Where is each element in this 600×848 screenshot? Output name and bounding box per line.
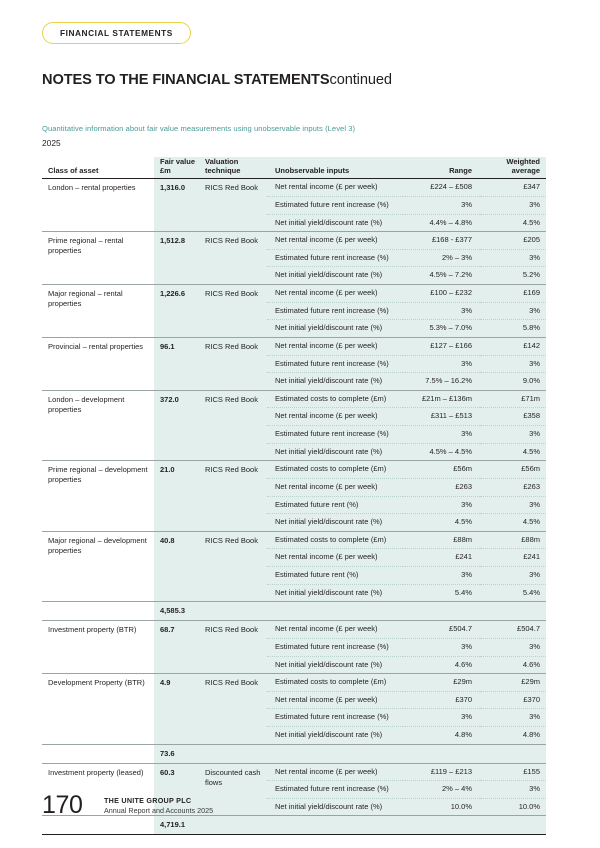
cell-unobservable-input: Net initial yield/discount rate (%): [275, 801, 383, 811]
cell-inputs-group: [267, 390, 546, 461]
cell-unobservable-input: Net initial yield/discount rate (%): [275, 217, 383, 227]
cell-fair-value: 68.7: [154, 621, 199, 674]
cell-total-filler: [199, 744, 546, 763]
cell-weighted-average: 4.8%: [522, 730, 540, 739]
cell-unobservable-input: Net rental income (£ per week): [267, 285, 403, 303]
cell-fair-value: 60.3: [154, 763, 199, 816]
cell-inputs-group: [267, 337, 546, 390]
cell-unobservable-input: Net initial yield/discount rate (%): [275, 270, 383, 280]
cell-inputs-group: [267, 763, 546, 816]
cell-weighted-average: 4.5%: [522, 446, 540, 456]
cell-weighted-average: 3%: [480, 426, 546, 444]
cell-weighted-average: £263: [480, 479, 546, 497]
cell-range: 4.4% – 4.8%: [429, 217, 472, 227]
cell-inputs-group: [267, 285, 546, 338]
cell-class-of-asset: London – development properties: [42, 390, 154, 461]
cell-unobservable-input: Estimated future rent increase (%): [267, 197, 403, 215]
cell-weighted-average: 3%: [480, 781, 546, 799]
cell-valuation-technique: RICS Red Book: [199, 285, 267, 338]
cell-fair-value: 372.0: [154, 390, 199, 461]
cell-range: £224 – £508: [403, 179, 480, 197]
page-number: 170: [42, 791, 83, 819]
cell-inputs-group: [267, 531, 546, 602]
cell-unobservable-input: Estimated future rent increase (%): [267, 250, 403, 268]
cell-class-of-asset: Prime regional – development properties: [42, 461, 154, 532]
cell-weighted-average: £142: [480, 338, 546, 356]
cell-range: £29m: [403, 674, 480, 692]
cell-range: £504.7: [403, 621, 480, 639]
cell-total-value: 4,585.3: [154, 602, 199, 621]
footer-company: THE UNITE GROUP PLC: [104, 796, 192, 805]
cell-unobservable-input: Net rental income (£ per week): [267, 764, 403, 782]
cell-range: £168 - £377: [403, 232, 480, 250]
cell-valuation-technique: RICS Red Book: [199, 390, 267, 461]
cell-range: 5.3% – 7.0%: [429, 323, 472, 333]
cell-total-value: 4,719.1: [154, 816, 199, 835]
cell-range: 2% – 4%: [403, 781, 480, 799]
fair-value-table: [42, 157, 546, 835]
cell-range: £56m: [403, 461, 480, 479]
table-header-row: [42, 157, 546, 179]
cell-unobservable-input: Estimated future rent increase (%): [267, 639, 403, 657]
col-header-unobservable-inputs: Unobservable inputs: [267, 157, 403, 179]
col-header-valuation-l1: Valuation: [205, 157, 239, 166]
cell-range: £88m: [403, 532, 480, 550]
cell-weighted-average: 10.0%: [518, 801, 540, 811]
cell-class-of-asset: Investment property (BTR): [48, 625, 137, 635]
cell-class-of-asset: Investment property (leased): [48, 767, 144, 777]
cell-range: 4.5%: [454, 517, 472, 527]
cell-class-of-asset: Major regional – rental properties: [42, 285, 154, 338]
cell-weighted-average: £358: [480, 408, 546, 426]
col-header-weighted-l1: Weighted: [506, 157, 540, 166]
cell-unobservable-input: Estimated future rent (%): [267, 567, 403, 585]
cell-range: 10.0%: [450, 801, 472, 811]
cell-total-label: [42, 602, 154, 621]
cell-unobservable-input: Net initial yield/discount rate (%): [275, 730, 383, 739]
cell-valuation-technique: RICS Red Book: [199, 461, 267, 532]
cell-valuation-technique: RICS Red Book: [199, 337, 267, 390]
cell-class-of-asset: Prime regional – rental properties: [42, 232, 154, 285]
cell-range: 5.4%: [454, 587, 472, 597]
cell-total-filler: [199, 602, 546, 621]
note-year: 2025: [42, 138, 61, 148]
cell-range: 7.5% – 16.2%: [425, 376, 472, 386]
section-pill-wrap: [42, 22, 191, 44]
cell-fair-value: 4.9: [154, 674, 199, 745]
col-header-range: Range: [403, 157, 480, 179]
cell-unobservable-input: Estimated future rent increase (%): [267, 426, 403, 444]
cell-weighted-average: 3%: [480, 250, 546, 268]
cell-range: 2% – 3%: [403, 250, 480, 268]
cell-weighted-average: 3%: [480, 356, 546, 374]
cell-weighted-average: £205: [480, 232, 546, 250]
cell-range: £21m – £136m: [403, 391, 480, 409]
cell-weighted-average: £56m: [480, 461, 546, 479]
cell-range: 4.5% – 7.2%: [429, 270, 472, 280]
cell-weighted-average: £155: [480, 764, 546, 782]
table-row: [42, 285, 546, 338]
table-row: [42, 531, 546, 602]
col-header-fair-value: [154, 157, 199, 179]
cell-weighted-average: £241: [480, 549, 546, 567]
page-title-main: NOTES TO THE FINANCIAL STATEMENTS: [42, 72, 330, 88]
col-header-weighted-average: [480, 157, 546, 179]
col-header-fair-value-l1: Fair value: [160, 157, 196, 166]
cell-range: 4.8%: [454, 730, 472, 739]
cell-fair-value: 1,316.0: [154, 179, 199, 232]
table-row: [42, 390, 546, 461]
note-subtitle: Quantitative information about fair value measurements using unobservable inputs (Level 3): [42, 124, 356, 133]
table-row: [42, 461, 546, 532]
cell-unobservable-input: Net rental income (£ per week): [267, 408, 403, 426]
cell-valuation-technique: Discounted cash flows: [199, 763, 267, 816]
cell-range: £127 – £166: [403, 338, 480, 356]
cell-unobservable-input: Net rental income (£ per week): [267, 232, 403, 250]
cell-weighted-average: 5.2%: [522, 270, 540, 280]
cell-weighted-average: 3%: [480, 197, 546, 215]
cell-weighted-average: £370: [480, 692, 546, 710]
col-header-class-of-asset: Class of asset: [42, 157, 154, 179]
cell-inputs-group: [267, 621, 546, 674]
cell-weighted-average: 4.5%: [522, 217, 540, 227]
cell-weighted-average: 3%: [480, 567, 546, 585]
page-footer: [42, 793, 213, 818]
page-title: [42, 72, 392, 88]
table-row: [42, 179, 546, 232]
table-row: [42, 337, 546, 390]
cell-fair-value: 1,512.8: [154, 232, 199, 285]
col-header-valuation-l2: technique: [205, 166, 241, 176]
col-header-valuation-technique: [199, 157, 267, 179]
cell-valuation-technique: RICS Red Book: [199, 621, 267, 674]
table-row: [42, 621, 546, 674]
cell-unobservable-input: Net rental income (£ per week): [267, 338, 403, 356]
cell-weighted-average: £169: [480, 285, 546, 303]
footer-report: Annual Report and Accounts 2025: [104, 806, 214, 816]
cell-weighted-average: 3%: [480, 497, 546, 515]
cell-inputs-group: [267, 179, 546, 232]
cell-range: £311 – £513: [403, 408, 480, 426]
cell-range: £119 – £213: [403, 764, 480, 782]
cell-range: 3%: [403, 567, 480, 585]
cell-unobservable-input: Estimated future rent (%): [267, 497, 403, 515]
cell-weighted-average: £504.7: [480, 621, 546, 639]
cell-class-of-asset: London – rental properties: [48, 183, 136, 193]
cell-fair-value: 40.8: [154, 531, 199, 602]
cell-fair-value: 1,226.6: [154, 285, 199, 338]
cell-range: 3%: [403, 426, 480, 444]
cell-unobservable-input: Estimated future rent increase (%): [267, 781, 403, 799]
cell-fair-value: 96.1: [154, 337, 199, 390]
cell-range: 3%: [403, 497, 480, 515]
cell-weighted-average: £88m: [480, 532, 546, 550]
cell-range: 3%: [403, 197, 480, 215]
cell-total-value: 73.6: [154, 744, 199, 763]
cell-unobservable-input: Estimated future rent increase (%): [267, 709, 403, 727]
cell-unobservable-input: Estimated costs to complete (£m): [267, 391, 403, 409]
cell-unobservable-input: Net initial yield/discount rate (%): [275, 376, 383, 386]
fair-value-table-wrap: [42, 157, 546, 835]
table-body: [42, 179, 546, 835]
subtotal-row: [42, 744, 546, 763]
cell-unobservable-input: Net rental income (£ per week): [267, 179, 403, 197]
cell-unobservable-input: Net initial yield/discount rate (%): [275, 446, 383, 456]
cell-range: £263: [403, 479, 480, 497]
footer-text: [104, 793, 213, 817]
cell-unobservable-input: Net rental income (£ per week): [267, 621, 403, 639]
cell-range: 4.5% – 4.5%: [429, 446, 472, 456]
cell-weighted-average: £347: [480, 179, 546, 197]
cell-unobservable-input: Net rental income (£ per week): [267, 692, 403, 710]
cell-weighted-average: £29m: [480, 674, 546, 692]
cell-range: 3%: [403, 639, 480, 657]
cell-range: £100 – £232: [403, 285, 480, 303]
cell-weighted-average: 9.0%: [522, 376, 540, 386]
cell-unobservable-input: Net rental income (£ per week): [267, 479, 403, 497]
cell-unobservable-input: Net initial yield/discount rate (%): [275, 659, 383, 669]
cell-weighted-average: 3%: [480, 303, 546, 321]
cell-weighted-average: 3%: [480, 709, 546, 727]
cell-range: 3%: [403, 356, 480, 374]
cell-weighted-average: 4.5%: [522, 517, 540, 527]
cell-weighted-average: 3%: [480, 639, 546, 657]
cell-valuation-technique: RICS Red Book: [199, 531, 267, 602]
cell-range: 4.6%: [454, 659, 472, 669]
cell-weighted-average: 5.8%: [522, 323, 540, 333]
cell-unobservable-input: Estimated costs to complete (£m): [267, 674, 403, 692]
cell-class-of-asset: Development Property (BTR): [42, 674, 154, 745]
cell-unobservable-input: Net initial yield/discount rate (%): [275, 587, 383, 597]
cell-range: £370: [403, 692, 480, 710]
cell-unobservable-input: Net initial yield/discount rate (%): [275, 323, 383, 333]
cell-weighted-average: 5.4%: [522, 587, 540, 597]
cell-weighted-average: £71m: [480, 391, 546, 409]
col-header-weighted-l2: average: [511, 166, 540, 176]
cell-class-of-asset: Major regional – development properties: [42, 531, 154, 602]
grand-total-row: [42, 816, 546, 835]
cell-unobservable-input: Net initial yield/discount rate (%): [275, 517, 383, 527]
cell-fair-value: 21.0: [154, 461, 199, 532]
cell-inputs-group: [267, 232, 546, 285]
cell-range: 3%: [403, 303, 480, 321]
subtotal-row: [42, 602, 546, 621]
table-head: [42, 157, 546, 179]
cell-inputs-group: [267, 461, 546, 532]
cell-range: £241: [403, 549, 480, 567]
table-row: [42, 232, 546, 285]
cell-unobservable-input: Net rental income (£ per week): [267, 549, 403, 567]
cell-weighted-average: 4.6%: [522, 659, 540, 669]
cell-unobservable-input: Estimated future rent increase (%): [267, 356, 403, 374]
cell-unobservable-input: Estimated future rent increase (%): [267, 303, 403, 321]
cell-valuation-technique: RICS Red Book: [199, 179, 267, 232]
cell-inputs-group: [267, 674, 546, 745]
cell-total-filler: [199, 816, 546, 835]
cell-valuation-technique: RICS Red Book: [199, 232, 267, 285]
cell-valuation-technique: RICS Red Book: [199, 674, 267, 745]
cell-unobservable-input: Estimated costs to complete (£m): [267, 532, 403, 550]
cell-range: 3%: [403, 709, 480, 727]
cell-total-label: [42, 744, 154, 763]
cell-class-of-asset: Provincial – rental properties: [42, 337, 154, 390]
table-row: [42, 674, 546, 745]
page-title-continued: continued: [329, 72, 392, 88]
cell-unobservable-input: Estimated costs to complete (£m): [267, 461, 403, 479]
section-pill: FINANCIAL STATEMENTS: [42, 22, 191, 44]
col-header-fair-value-l2: £m: [160, 166, 171, 176]
